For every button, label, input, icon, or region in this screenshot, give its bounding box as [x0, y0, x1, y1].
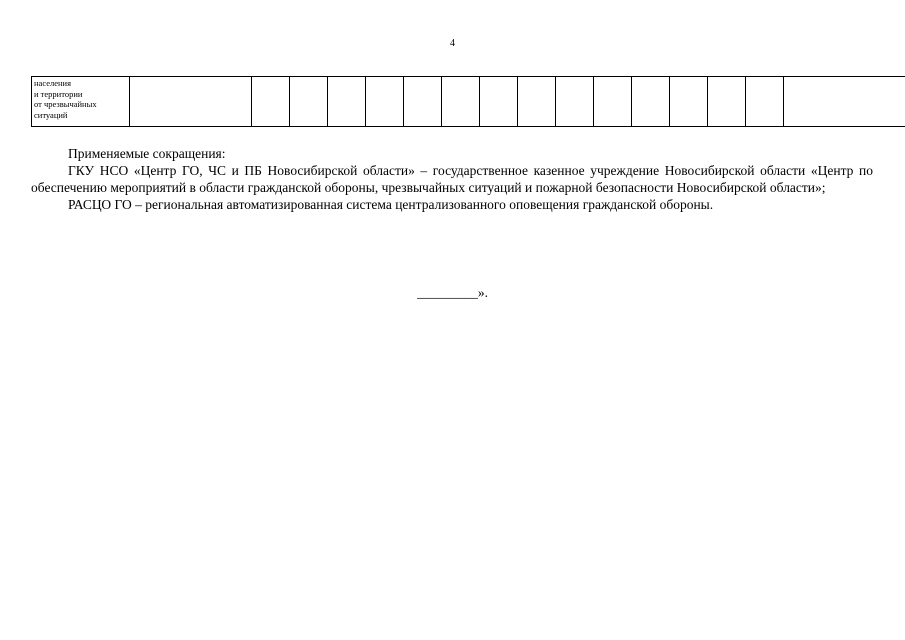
cell-line: от чрезвычайных: [34, 99, 97, 109]
table-cell: [746, 77, 784, 127]
page-number: 4: [450, 38, 455, 49]
cell-line: и территории: [34, 88, 83, 99]
cell-line: ситуаций: [34, 109, 68, 120]
table-cell: [556, 77, 594, 127]
table-cell: [366, 77, 404, 127]
table-cell: [670, 77, 708, 127]
table-cell: [784, 77, 905, 127]
table-cell: [480, 77, 518, 127]
abbreviation-item: ГКУ НСО «Центр ГО, ЧС и ПБ Новосибирской области» – государственное казенное учреждение Новосибирской области «Центр по обеспечению мероприятий в области гражданской обороны, чрезвычайных ситуаций и пожарной безопасности Новосибирской области»;: [31, 163, 873, 195]
table-cell-name: [32, 77, 130, 127]
table-cell: [594, 77, 632, 127]
table-cell: [130, 77, 252, 127]
abbreviations-heading: Применяемые сокращения:: [68, 146, 226, 161]
abbreviation-item: РАСЦО ГО – региональная автоматизированная система централизованного оповещения гражданской обороны.: [68, 197, 714, 212]
table-cell: [442, 77, 480, 127]
table-cell: [404, 77, 442, 127]
table-cell: [632, 77, 670, 127]
table-cell: [252, 77, 290, 127]
table-cell: [518, 77, 556, 127]
continuation-table: [31, 76, 905, 127]
table-cell: [290, 77, 328, 127]
table-cell: [328, 77, 366, 127]
table-row: [32, 77, 905, 127]
closing-mark: _________».: [417, 285, 488, 300]
cell-line: населения: [34, 78, 71, 88]
table-cell: [708, 77, 746, 127]
abbreviations-section: [31, 145, 873, 213]
